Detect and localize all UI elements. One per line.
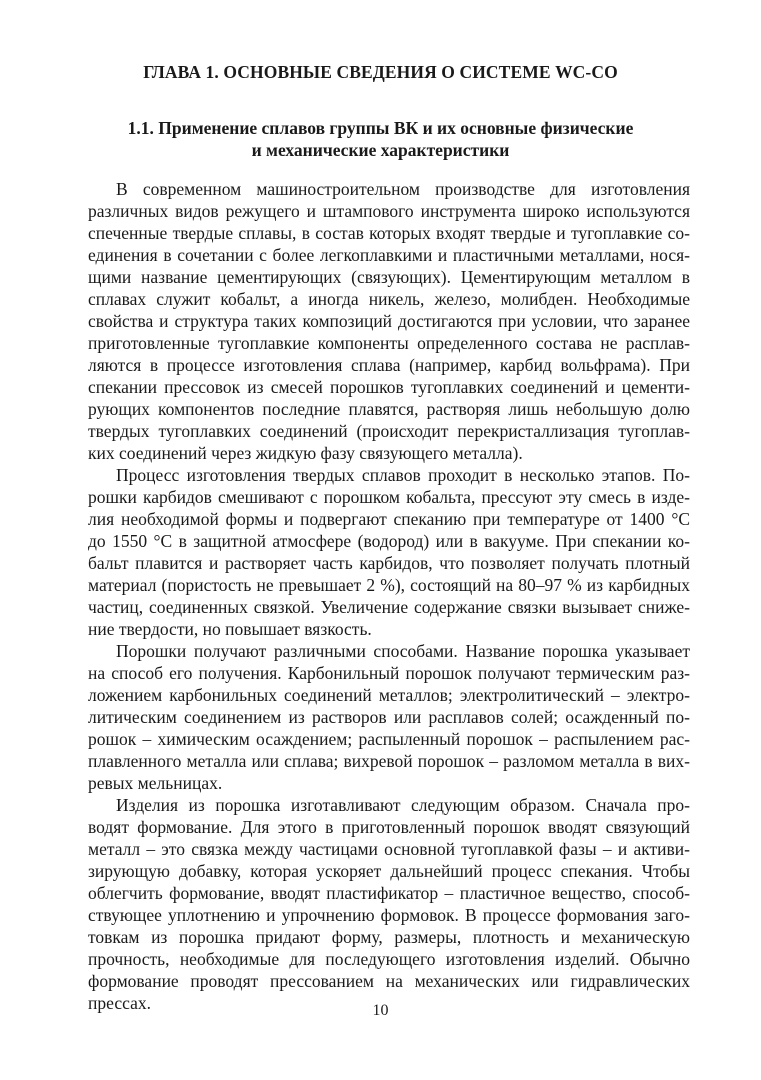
text-line: формование проводят прессованием на механических или гидравлических — [88, 971, 690, 991]
text-line: В современном машиностроительном производстве для изготовления — [116, 179, 690, 199]
text-line: ревых мельницах. — [88, 773, 223, 793]
text-line: ложением карбонильных соединений металлов; электролитический – электро- — [88, 685, 690, 705]
paragraph — [88, 794, 690, 1014]
section-title — [88, 117, 673, 161]
text-line: прессах. — [88, 993, 151, 1013]
text-line: на способ его получения. Карбонильный порошок получают термическим раз- — [88, 663, 690, 683]
paragraph — [88, 464, 690, 640]
text-line: сплавах служит кобальт, а иногда никель, железо, молибден. Необходимые — [88, 289, 690, 309]
text-line: рошки карбидов смешивают с порошком кобальта, прессуют эту смесь в изде- — [88, 487, 690, 507]
text-line: ляются в процессе изготовления сплава (например, карбид вольфрама). При — [88, 355, 690, 375]
text-line: свойства и структура таких композиций достигаются при условии, что заранее — [88, 311, 690, 331]
text-line: приготовленные тугоплавкие компоненты определенного состава не расплав- — [88, 333, 690, 353]
text-line: облегчить формование, вводят пластификатор – пластичное вещество, способ- — [88, 883, 690, 903]
text-line: спекании прессовок из смесей порошков тугоплавких соединений и цементи- — [88, 377, 690, 397]
text-line: рующих компонентов последние плавятся, растворяя лишь небольшую долю — [88, 399, 690, 419]
text-line: бальт плавится и растворяет часть карбидов, что позволяет получать плотный — [88, 553, 690, 573]
text-line: рошок – химическим осаждением; распыленный порошок – распылением рас- — [88, 729, 690, 749]
text-line: плавленного металла или сплава; вихревой порошок – разломом металла в вих- — [88, 751, 690, 771]
text-line: металл – это связка между частицами основной тугоплавкой фазы – и активи- — [88, 839, 690, 859]
text-line: Порошки получают различными способами. Название порошка указывает — [116, 641, 690, 661]
text-line: материал (пористость не превышает 2 %), состоящий на 80–97 % из карбидных — [88, 575, 690, 595]
page-number: 10 — [372, 1002, 389, 1019]
text-line: Процесс изготовления твердых сплавов проходит в несколько этапов. По- — [116, 465, 690, 485]
text-line: различных видов режущего и штампового инструмента широко используются — [88, 201, 690, 221]
text-line: щими название цементирующих (связующих). Цементирующим металлом в — [88, 267, 690, 287]
text-line: твердых тугоплавких соединений (происходит перекристаллизация тугоплав- — [88, 421, 690, 441]
paragraph — [88, 178, 690, 464]
text-line: ствующее уплотнению и упрочнению формовок. В процессе формования заго- — [88, 905, 690, 925]
text-line: прочность, необходимые для последующего изготовления изделий. Обычно — [88, 949, 690, 969]
chapter-title: ГЛАВА 1. ОСНОВНЫЕ СВЕДЕНИЯ О СИСТЕМЕ WC-CO — [143, 62, 618, 82]
section-title-line: 1.1. Применение сплавов группы ВК и их основные физические — [127, 118, 634, 138]
text-line: товкам из порошка придают форму, размеры, плотность и механическую — [88, 927, 690, 947]
section-title-line: и механические характеристики — [251, 140, 510, 160]
text-line: единения в сочетании с более легкоплавкими и пластичными металлами, нося- — [88, 245, 690, 265]
text-line: Изделия из порошка изготавливают следующим образом. Сначала про- — [116, 795, 690, 815]
text-line: литическим соединением из растворов или расплавов солей; осажденный по- — [88, 707, 690, 727]
text-line: зирующую добавку, которая ускоряет дальнейший процесс спекания. Чтобы — [88, 861, 690, 881]
text-line: водят формование. Для этого в приготовленный порошок вводят связующий — [88, 817, 690, 837]
text-line: ких соединений через жидкую фазу связующего металла). — [88, 443, 523, 463]
text-line: спеченные твердые сплавы, в состав которых входят твердые и тугоплавкие со- — [88, 223, 690, 243]
paragraph — [88, 640, 690, 794]
body-text — [88, 178, 690, 1014]
text-line: до 1550 °С в защитной атмосфере (водород) или в вакууме. При спекании ко- — [88, 531, 690, 551]
text-line: ние твердости, но повышает вязкость. — [88, 619, 372, 639]
text-line: лия необходимой формы и подвергают спеканию при температуре от 1400 °С — [88, 509, 690, 529]
text-line: частиц, соединенных связкой. Увеличение содержание связки вызывает сниже- — [88, 597, 690, 617]
